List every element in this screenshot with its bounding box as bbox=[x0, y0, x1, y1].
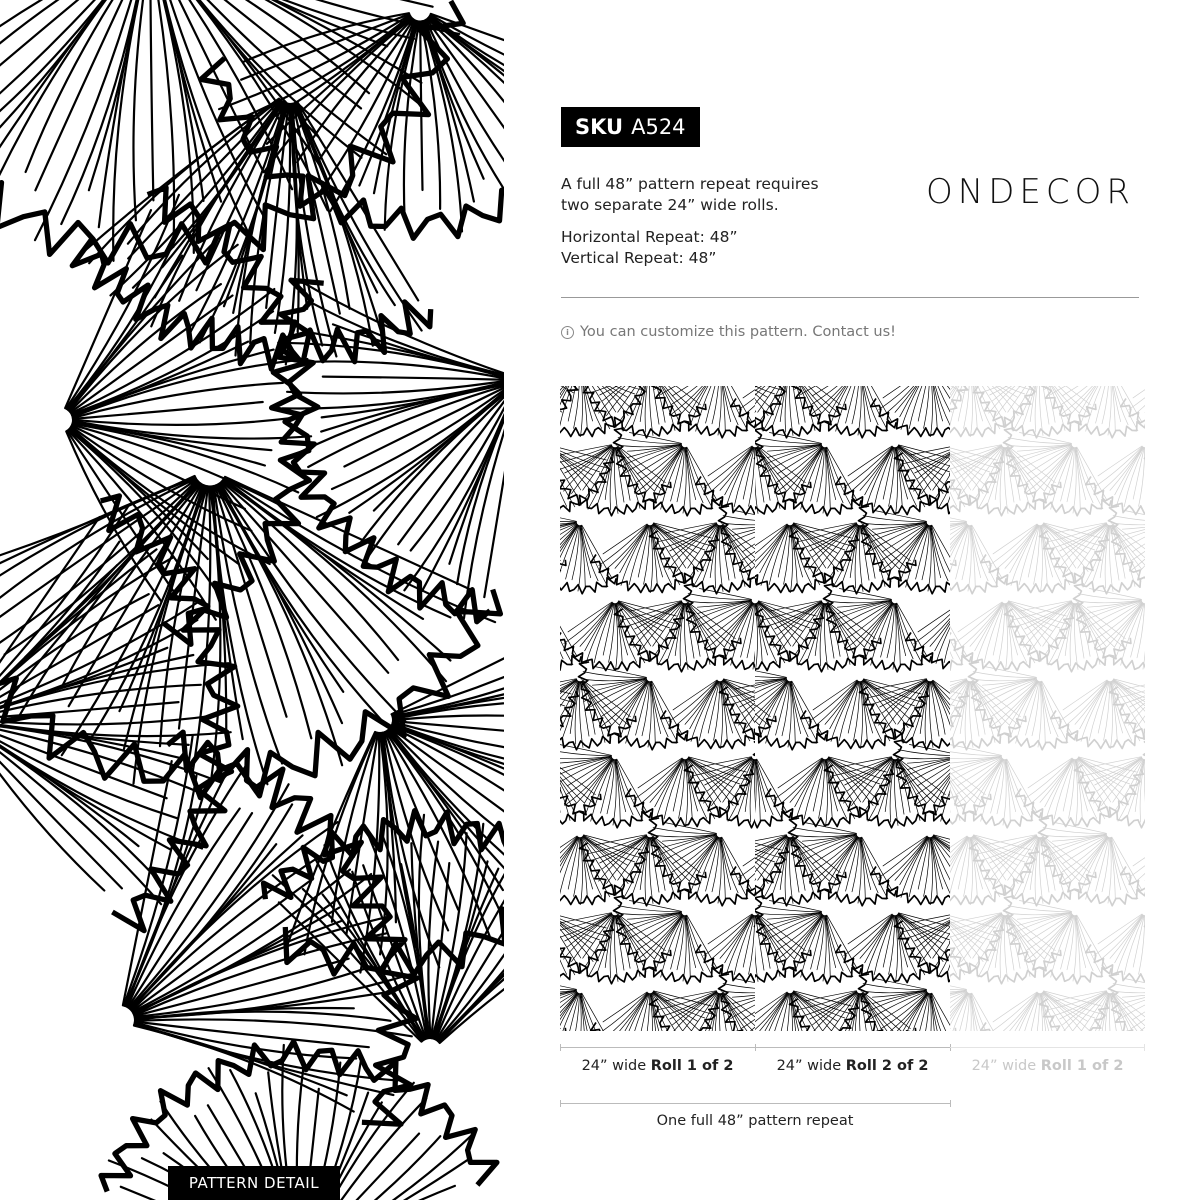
petal-fan bbox=[614, 896, 722, 984]
petal-fan bbox=[950, 679, 1026, 750]
petal-fan bbox=[950, 523, 956, 594]
customize-contact-link[interactable] bbox=[561, 324, 896, 340]
petal-fan bbox=[1051, 679, 1145, 749]
petal-fan bbox=[1121, 386, 1145, 437]
petal-fan bbox=[950, 584, 971, 672]
info-icon: i bbox=[561, 326, 574, 339]
petal-fan bbox=[696, 913, 755, 983]
petal-fan bbox=[1109, 974, 1146, 1031]
petal-fan bbox=[836, 913, 950, 983]
petal-fan bbox=[871, 835, 950, 905]
roll-2-width-line bbox=[755, 1047, 950, 1048]
petal-fan bbox=[1039, 818, 1146, 906]
petal-fan bbox=[859, 974, 951, 1031]
petal-fan bbox=[969, 662, 1077, 750]
petal-fan bbox=[836, 445, 950, 515]
petal-fan bbox=[560, 740, 651, 828]
roll-2-preview bbox=[755, 386, 950, 1031]
petal-fan bbox=[755, 386, 846, 438]
petal-fan bbox=[755, 506, 756, 594]
roll-2-caption bbox=[755, 1058, 950, 1074]
petal-fan bbox=[719, 974, 756, 1031]
petal-fan bbox=[950, 506, 1006, 594]
customize-text: You can customize this pattern. Contact us! bbox=[580, 324, 896, 340]
roll-1-width: 24” wide bbox=[581, 1058, 647, 1074]
petal-fan bbox=[950, 740, 1041, 828]
petal-fan bbox=[1086, 445, 1145, 515]
botanical-petal-artwork bbox=[0, 0, 504, 1200]
roll-3-preview bbox=[950, 386, 1145, 1031]
petal-fan bbox=[1004, 896, 1112, 984]
petal-fan bbox=[560, 506, 616, 594]
roll-3-pattern bbox=[950, 386, 1145, 1031]
petal-fan bbox=[560, 584, 581, 672]
petal-fan bbox=[755, 662, 826, 750]
sku-badge bbox=[561, 107, 700, 147]
roll-1-pattern bbox=[560, 386, 755, 1031]
roll-2-pattern bbox=[755, 386, 950, 1031]
brand-logo: ONDECOR bbox=[926, 172, 1135, 212]
horizontal-repeat: Horizontal Repeat: 48” bbox=[561, 228, 738, 246]
petal-fan bbox=[560, 523, 566, 594]
repeat-line-2: two separate 24” wide rolls. bbox=[561, 196, 779, 214]
petal-fan bbox=[684, 584, 756, 672]
repeat-specs bbox=[561, 227, 738, 269]
petal-fan bbox=[1004, 428, 1112, 516]
petal-fan bbox=[649, 818, 756, 906]
roll-1-width-line bbox=[560, 1047, 755, 1048]
roll-3-tick-right bbox=[1144, 1044, 1145, 1051]
petal-fan bbox=[696, 445, 755, 515]
pattern-detail-image bbox=[0, 0, 504, 1200]
petal-fan bbox=[755, 974, 756, 1031]
roll-3-label: Roll 1 of 2 bbox=[1040, 1058, 1124, 1074]
roll-3-caption bbox=[950, 1058, 1145, 1074]
repeat-tick-right bbox=[950, 1100, 951, 1107]
repeat-description bbox=[561, 174, 819, 216]
petal-fan bbox=[859, 506, 951, 594]
petal-fan bbox=[755, 740, 791, 828]
roll-1-preview bbox=[560, 386, 755, 1031]
petal-fan bbox=[789, 818, 897, 906]
roll-preview bbox=[560, 386, 1145, 1031]
petal-fan bbox=[560, 679, 636, 750]
sku-value: A524 bbox=[631, 115, 686, 139]
full-repeat-caption: One full 48” pattern repeat bbox=[656, 1113, 854, 1129]
petal-fan bbox=[614, 428, 722, 516]
petal-fan bbox=[579, 662, 687, 750]
petal-fan bbox=[950, 974, 1006, 1031]
petal-fan bbox=[560, 974, 616, 1031]
roll-2-label: Roll 2 of 2 bbox=[845, 1058, 929, 1074]
full-repeat-line bbox=[560, 1103, 950, 1104]
roll-3-width-line bbox=[950, 1047, 1145, 1048]
sku-key: SKU bbox=[575, 115, 624, 139]
petal-fan bbox=[1074, 584, 1146, 672]
divider bbox=[561, 297, 1139, 298]
petal-fan bbox=[871, 386, 950, 437]
repeat-line-1: A full 48” pattern repeat requires bbox=[561, 175, 819, 193]
roll-3-width: 24” wide bbox=[971, 1058, 1037, 1074]
pattern-detail-label: PATTERN DETAIL bbox=[168, 1166, 340, 1200]
roll-1-caption bbox=[560, 1058, 755, 1074]
petal-fan bbox=[731, 386, 755, 437]
roll-1-label: Roll 1 of 2 bbox=[650, 1058, 734, 1074]
petal-fan bbox=[272, 280, 504, 622]
petal-fan bbox=[1086, 913, 1145, 983]
roll-2-width: 24” wide bbox=[776, 1058, 842, 1074]
petal-fan bbox=[661, 679, 755, 749]
petal-fan bbox=[824, 584, 932, 672]
vertical-repeat: Vertical Repeat: 48” bbox=[561, 249, 717, 267]
